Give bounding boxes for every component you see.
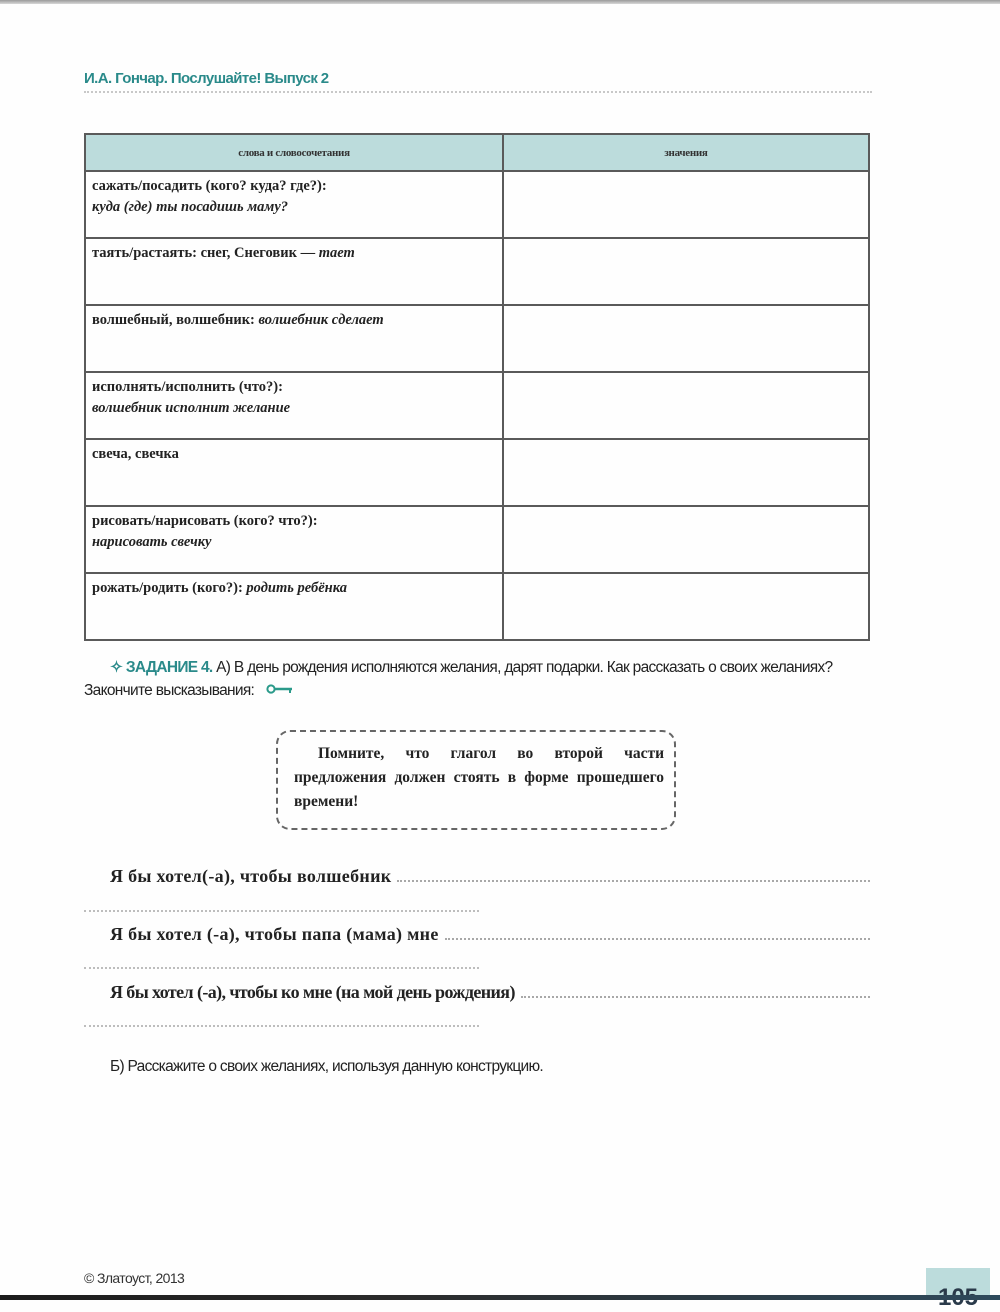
- table-header-row: [85, 134, 869, 171]
- vocabulary-table: [84, 133, 870, 641]
- table-row: [85, 171, 869, 238]
- meaning-cell[interactable]: [503, 305, 869, 372]
- viewer-top-edge: [0, 0, 1000, 4]
- sentence-stem: Я бы хотел(-а), чтобы волшебник: [110, 866, 392, 886]
- example-text: родить ребёнка: [246, 580, 347, 596]
- table-row: [85, 372, 869, 439]
- running-head: И.А. Гончар. Послушайте! Выпуск 2: [84, 70, 872, 93]
- meaning-cell[interactable]: [503, 506, 869, 573]
- sentence-stem: Я бы хотел (-а), чтобы папа (мама) мне: [110, 924, 439, 944]
- term-cell: [85, 305, 503, 372]
- task-text: А) В день рождения исполняются желания, дарят подарки. Как рассказать о своих желаниях? Закончите высказывания:: [84, 659, 833, 699]
- example-text: тает: [318, 245, 355, 261]
- example-text: волшебник сделает: [258, 312, 384, 328]
- grammar-note-box: Помните, что глагол во второй части предложения должен стоять в форме прошедшего времени!: [276, 730, 676, 830]
- term-text: рисовать/нарисовать (кого? что?):: [92, 513, 318, 529]
- page-number-tab: [926, 1268, 990, 1295]
- copyright: © Златоуст, 2013: [84, 1270, 185, 1286]
- task-4-instructions: [84, 656, 874, 702]
- term-cell: [85, 506, 503, 573]
- meaning-cell[interactable]: [503, 238, 869, 305]
- answer-blank[interactable]: [445, 937, 870, 940]
- fill-line-2: [110, 924, 870, 945]
- sentence-stem: Я бы хотел (-а), чтобы ко мне (на мой день рождения): [110, 982, 515, 1002]
- example-text: волшебник исполнит желание: [92, 400, 291, 416]
- term-text: исполнять/исполнить (что?):: [92, 379, 283, 395]
- answer-blank[interactable]: [397, 879, 870, 882]
- term-cell: [85, 372, 503, 439]
- viewer-bottom-bar: [0, 1295, 1000, 1300]
- term-cell: [85, 439, 503, 506]
- table-row: [85, 506, 869, 573]
- fill-line-1: [110, 866, 870, 887]
- term-cell: [85, 171, 503, 238]
- meaning-cell[interactable]: [503, 573, 869, 640]
- column-header-meanings: значения: [503, 134, 869, 171]
- answer-blank-continuation[interactable]: [84, 1025, 479, 1027]
- column-header-words: слова и словосочетания: [85, 134, 503, 171]
- term-cell: [85, 573, 503, 640]
- answer-blank[interactable]: [521, 995, 870, 998]
- task-4-part-b: Б) Расскажите о своих желаниях, используя данную конструкцию.: [110, 1058, 543, 1075]
- term-text: волшебный, волшебник:: [92, 312, 259, 328]
- table-row: [85, 238, 869, 305]
- example-text: куда (где) ты посадишь маму?: [92, 199, 289, 215]
- task-label: ЗАДАНИЕ 4.: [125, 659, 213, 676]
- answer-blank-continuation[interactable]: [84, 910, 479, 912]
- meaning-cell[interactable]: [503, 171, 869, 238]
- term-text: рожать/родить (кого?):: [92, 580, 247, 596]
- term-text: сажать/посадить (кого? куда? где?):: [92, 178, 327, 194]
- term-cell: [85, 238, 503, 305]
- term-text: таять/растаять: снег, Снеговик —: [92, 245, 319, 261]
- table-row: [85, 439, 869, 506]
- fill-line-3: [110, 982, 870, 1003]
- example-text: нарисовать свечку: [92, 534, 212, 550]
- table-row: [85, 573, 869, 640]
- meaning-cell[interactable]: [503, 439, 869, 506]
- term-text: свеча, свечка: [92, 446, 179, 462]
- meaning-cell[interactable]: [503, 372, 869, 439]
- answer-blank-continuation[interactable]: [84, 967, 479, 969]
- key-icon: [266, 679, 294, 702]
- table-row: [85, 305, 869, 372]
- diamond-bullet-icon: ✧: [110, 659, 123, 676]
